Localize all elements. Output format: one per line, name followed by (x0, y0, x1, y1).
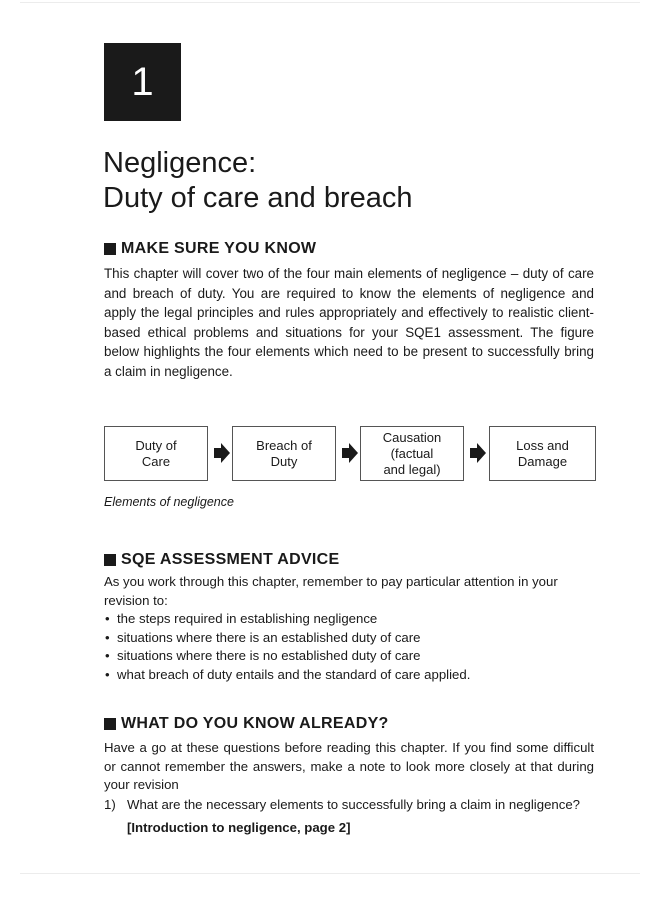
sqe-advice-heading (104, 551, 340, 569)
question-text: What are the necessary elements to successfully bring a claim in negligence? (127, 797, 580, 812)
know-already-heading (104, 715, 389, 733)
heading-square-icon (104, 718, 116, 730)
list-item (104, 629, 594, 648)
list-item-text: situations where there is an established duty of care (117, 629, 421, 645)
heading-square-icon (104, 554, 116, 566)
make-sure-body: This chapter will cover two of the four main elements of negligence – duty of care and breach of duty. You are required to know the elements of negligence and apply the legal principles and rules appropriately and effectively to realistic client-based ethical problems and situations for your SQE1 assessment. The figure below highlights the four elements which need to be present to successfully bring a claim in negligence. (104, 266, 594, 379)
heading-square-icon (104, 243, 116, 255)
question-item (104, 796, 594, 837)
chapter-number-box (104, 43, 181, 121)
question-number: 1) (104, 797, 116, 812)
page-top-edge (20, 2, 640, 3)
bullet-icon: • (105, 629, 110, 645)
list-item (104, 647, 594, 666)
know-already-heading-text: WHAT DO YOU KNOW ALREADY? (121, 715, 389, 732)
list-item-text: the steps required in establishing negligence (117, 611, 378, 626)
flow-box-label: Loss and Damage (516, 437, 569, 469)
flow-box-label: Breach of Duty (256, 437, 312, 469)
list-item (104, 610, 594, 629)
bullet-icon: • (105, 611, 110, 626)
arrow-right-icon (470, 443, 486, 463)
flow-box-loss-and-damage (489, 426, 596, 481)
list-item (104, 666, 594, 685)
make-sure-heading-text: MAKE SURE YOU KNOW (121, 240, 317, 257)
flow-box-breach-of-duty (232, 426, 336, 481)
chapter-number: 1 (131, 59, 154, 104)
flow-box-label: Causation (factual and legal) (382, 429, 442, 477)
question-reference: [Introduction to negligence, page 2] (127, 819, 351, 835)
arrow-right-icon (214, 443, 230, 463)
list-item-text: what breach of duty entails and the standard of care applied. (117, 666, 471, 682)
elements-flow-diagram (104, 426, 596, 483)
flow-box-causation (360, 426, 464, 481)
chapter-title (103, 146, 603, 216)
flow-box-duty-of-care (104, 426, 208, 481)
sqe-advice-list (104, 610, 594, 684)
page-bottom-edge (20, 873, 640, 874)
chapter-title-line1: Negligence: (103, 147, 257, 179)
sqe-advice-intro: As you work through this chapter, remember to pay particular attention in your revision to: (104, 574, 558, 608)
bullet-icon: • (105, 648, 110, 663)
chapter-title-line2: Duty of care and breach (103, 182, 413, 214)
make-sure-heading (104, 240, 316, 258)
know-already-intro: Have a go at these questions before reading this chapter. If you find some difficult or cannot remember the answers, make a note to look more closely at that during your revision (104, 740, 594, 792)
bullet-icon: • (105, 666, 110, 682)
flow-box-label: Duty of Care (135, 437, 177, 469)
list-item-text: situations where there is no established duty of care (117, 648, 421, 663)
arrow-right-icon (342, 443, 358, 463)
figure-caption: Elements of negligence (104, 495, 234, 509)
sqe-advice-heading-text: SQE ASSESSMENT ADVICE (121, 551, 340, 568)
